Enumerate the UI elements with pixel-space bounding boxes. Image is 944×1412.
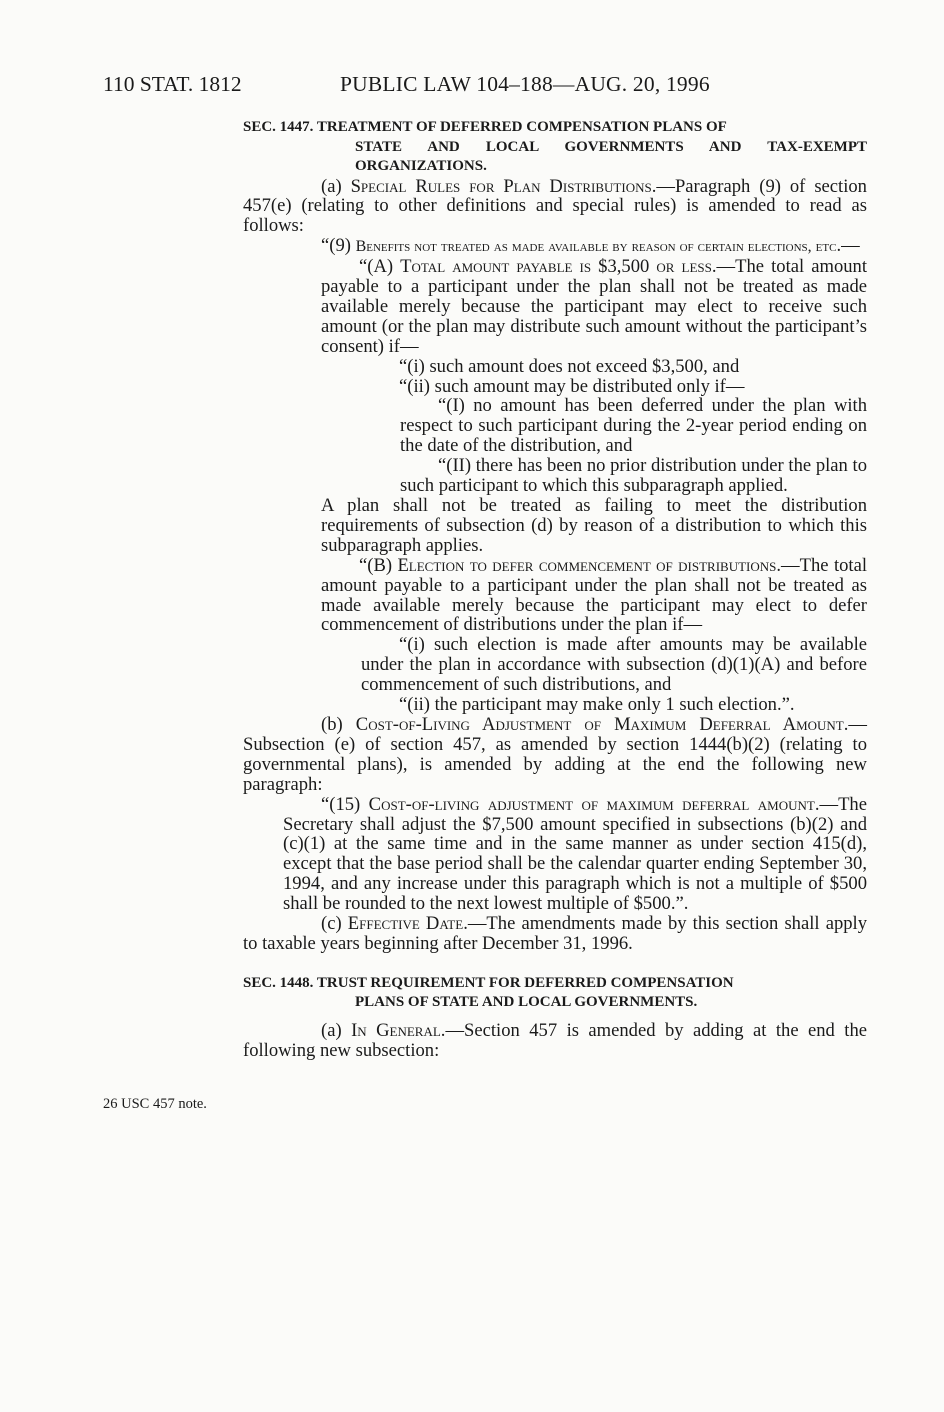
section-1448-heading — [243, 974, 867, 1013]
paragraph-9: “(9) Benefits not treated as made available by reason of certain elections, etc.— — [321, 235, 860, 257]
paragraph-9-caption: Benefits not treated as made available by reason of certain elections, etc — [355, 238, 837, 256]
subparagraph-A-closing: A plan shall not be treated as failing to meet the distribution requirements of subsection (d) by reason of a distribution to which this subparagraph applies. — [321, 495, 867, 556]
subsection-b-caption: Cost-of-Living Adjustment of Maximum Deferral Amount — [355, 713, 844, 735]
body-text — [243, 118, 867, 1061]
subsection-c-caption: Effective Date — [347, 913, 464, 935]
subparagraph-A-caption: Total amount payable is $3,500 or less — [400, 256, 712, 278]
section-1447-heading-line1: SEC. 1447. TREATMENT OF DEFERRED COMPENSATION PLANS OF — [243, 119, 727, 135]
section-1448-subsection-a-caption: In General — [351, 1019, 441, 1041]
section-1448-subsection-a: (a) In General.—Section 457 is amended by adding at the end the following new subsection: — [243, 1019, 867, 1061]
subclause-A-I: “(I) no amount has been deferred under the plan with respect to such participant during the 2-year period ending on the date of the distribution, and — [400, 395, 867, 457]
margin-note: 26 USC 457 note. — [103, 1096, 207, 1112]
subparagraph-A: “(A) Total amount payable is $3,500 or less.—The total amount payable to a participant under the plan shall not be treated as made available merely because the participant may elect to receive such amount (or the plan may distribute such amount without the participant’s consent) if— — [321, 256, 867, 357]
clause-A-ii: “(ii) such amount may be distributed only if— — [399, 375, 745, 397]
section-1447-heading — [243, 118, 867, 177]
clause-B-ii: “(ii) the participant may make only 1 such election.”. — [399, 694, 795, 716]
stat-page-number: 110 STAT. 1812 — [103, 72, 242, 96]
subsection-a: (a) Special Rules for Plan Distributions.—Paragraph (9) of section 457(e) (relating to other definitions and special rules) is amended to read as follows: — [243, 175, 867, 237]
public-law-citation: PUBLIC LAW 104–188—AUG. 20, 1996 — [340, 72, 710, 96]
subparagraph-B-caption: Election to defer commencement of distributions — [397, 554, 777, 576]
page-header — [0, 72, 944, 100]
section-1447-heading-line2: STATE AND LOCAL GOVERNMENTS AND TAX-EXEMPT ORGANIZATIONS. — [355, 138, 867, 174]
section-1448-heading-line1: SEC. 1448. TRUST REQUIREMENT FOR DEFERRED COMPENSATION — [243, 974, 734, 991]
subsection-b: (b) Cost-of-Living Adjustment of Maximum Deferral Amount.—Subsection (e) of section 457, as amended by section 1444(b)(2) (relating to governmental plans), is amended by adding at the end the following new paragraph: — [243, 713, 867, 795]
subparagraph-B: “(B) Election to defer commencement of distributions.—The total amount payable to a participant under the plan shall not be treated as made available merely because the participant may elect to defer commencement of distributions under the plan if— — [321, 554, 867, 636]
paragraph-15-caption: Cost-of-living adjustment of maximum deferral amount — [368, 793, 815, 815]
section-1448-heading-line2: PLANS OF STATE AND LOCAL GOVERNMENTS. — [355, 994, 698, 1011]
subclause-A-II: “(II) there has been no prior distribution under the plan to such participant to which this subparagraph applied. — [400, 455, 867, 497]
paragraph-15: “(15) Cost-of-living adjustment of maximum deferral amount.—The Secretary shall adjust the $7,500 amount specified in subsections (b)(2) and (c)(1) at the same time and in the same manner as under section 415(d), except that the base period shall be the calendar quarter ending September 30, 1994, and any increase under this paragraph which is not a multiple of $500 shall be rounded to the next lowest multiple of $500.”. — [283, 793, 867, 915]
subsection-c: (c) Effective Date.—The amendments made by this section shall apply to taxable years beginning after December 31, 1996. — [243, 913, 868, 954]
subsection-a-caption: Special Rules for Plan Distributions — [350, 175, 652, 197]
clause-A-i: “(i) such amount does not exceed $3,500, and — [399, 355, 740, 377]
clause-B-i: “(i) such election is made after amounts may be available under the plan in accordance with subsection (d)(1)(A) and before commencement of such distributions, and — [361, 634, 867, 696]
